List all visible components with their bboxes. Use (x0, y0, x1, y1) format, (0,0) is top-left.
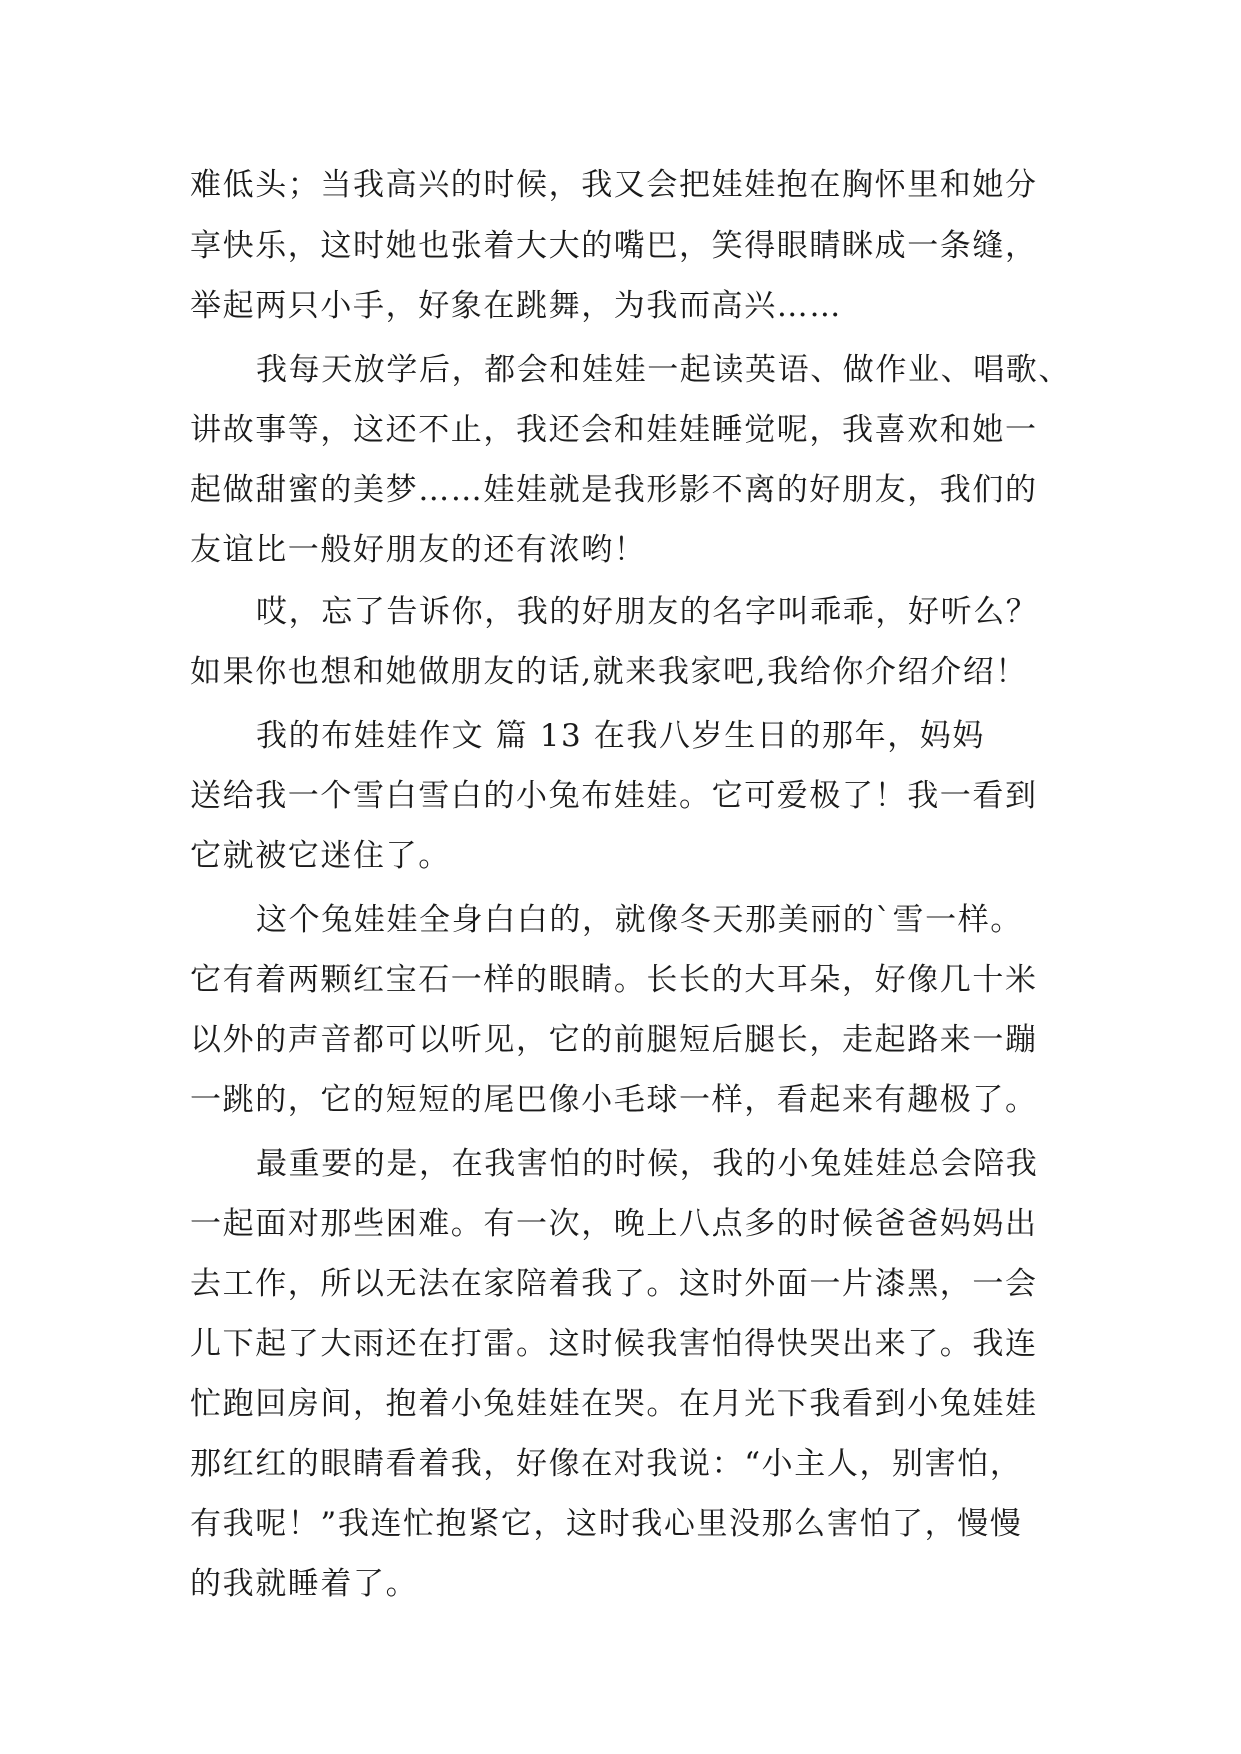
text-line: 送给我一个雪白雪白的小兔布娃娃。它可爱极了！我一看到 (190, 778, 1038, 814)
text-line: 有我呢！”我连忙抱紧它，这时我心里没那么害怕了，慢慢 (190, 1506, 1023, 1542)
text-line: 它有着两颗红宝石一样的眼睛。长长的大耳朵，好像几十米 (190, 962, 1038, 998)
paragraph-first-line: 这个兔娃娃全身白白的，就像冬天那美丽的`雪一样。 (256, 902, 1023, 938)
text-line: 举起两只小手，好象在跳舞，为我而高兴…… (190, 288, 842, 324)
text-line: 友谊比一般好朋友的还有浓哟！ (190, 532, 647, 568)
text-line: 享快乐，这时她也张着大大的嘴巴，笑得眼睛眯成一条缝， (190, 228, 1038, 264)
text-line: 去工作，所以无法在家陪着我了。这时外面一片漆黑，一会 (190, 1266, 1038, 1302)
text-line: 的我就睡着了。 (190, 1566, 419, 1602)
text-line: 如果你也想和她做朋友的话,就来我家吧,我给你介绍介绍！ (190, 654, 1028, 690)
section-heading-line: 我的布娃娃作文 篇 13 在我八岁生日的那年，妈妈 (256, 718, 986, 754)
text-line: 讲故事等，这还不止，我还会和娃娃睡觉呢，我喜欢和她一 (190, 412, 1038, 448)
text-line: 一跳的，它的短短的尾巴像小毛球一样，看起来有趣极了。 (190, 1082, 1038, 1118)
paragraph-first-line: 我每天放学后，都会和娃娃一起读英语、做作业、唱歌、 (256, 352, 1071, 388)
text-line: 忙跑回房间，抱着小兔娃娃在哭。在月光下我看到小兔娃娃 (190, 1386, 1038, 1422)
paragraph-first-line: 最重要的是，在我害怕的时候，我的小兔娃娃总会陪我 (256, 1146, 1039, 1182)
text-line: 它就被它迷住了。 (190, 838, 451, 874)
text-line: 以外的声音都可以听见，它的前腿短后腿长，走起路来一蹦 (190, 1022, 1038, 1058)
text-line: 那红红的眼睛看着我，好像在对我说：“小主人，别害怕， (190, 1446, 1023, 1482)
text-line: 儿下起了大雨还在打雷。这时候我害怕得快哭出来了。我连 (190, 1326, 1038, 1362)
text-line: 一起面对那些困难。有一次，晚上八点多的时候爸爸妈妈出 (190, 1206, 1038, 1242)
text-line: 起做甜蜜的美梦……娃娃就是我形影不离的好朋友，我们的 (190, 472, 1038, 508)
text-line: 难低头；当我高兴的时候，我又会把娃娃抱在胸怀里和她分 (190, 167, 1038, 203)
paragraph-first-line: 哎，忘了告诉你，我的好朋友的名字叫乖乖，好听么？ (256, 594, 1039, 630)
